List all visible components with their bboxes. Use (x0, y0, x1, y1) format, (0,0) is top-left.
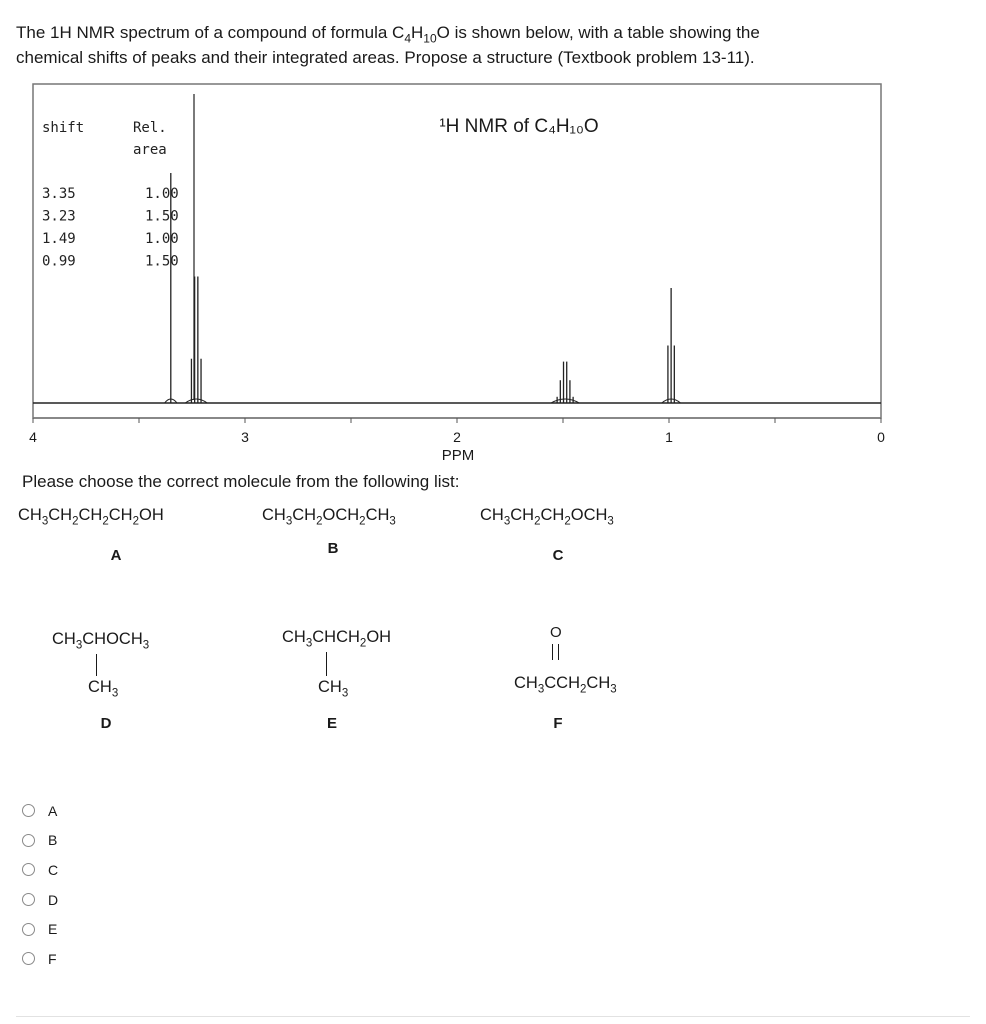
molecule-e-branch: $CH_3$ (318, 678, 349, 700)
option-e[interactable] (22, 914, 58, 944)
x-tick-label: 0 (877, 429, 885, 445)
divider (16, 1016, 970, 1017)
radio-icon[interactable] (22, 834, 35, 847)
table-header-rel: Rel. (133, 120, 167, 136)
option-label: B (48, 832, 58, 849)
answer-options (22, 796, 58, 974)
table-shift-value: 3.23 (42, 208, 76, 225)
peak-3.23 (185, 277, 207, 404)
option-b[interactable] (22, 826, 58, 856)
option-label: E (48, 921, 58, 938)
x-axis-label: PPM (441, 447, 475, 464)
option-label: D (48, 891, 59, 908)
table-area-value: 1.50 (145, 253, 179, 270)
chart-title: ¹H NMR of C₄H₁₀O (439, 116, 599, 137)
table-shift-value: 3.35 (42, 186, 76, 202)
x-tick-label: 2 (453, 429, 461, 445)
molecule-b-formula: $CH_3CH_2OCH_2CH_3$ (262, 506, 396, 528)
molecule-f-label: F (553, 715, 563, 732)
molecule-c-label: C (552, 547, 564, 564)
table-header-shift: shift (42, 120, 85, 136)
molecule-d-label: D (100, 715, 112, 732)
molecule-f-double-bond (552, 644, 559, 660)
molecule-a-formula: $CH_3CH_2CH_2CH_2OH$ (18, 506, 164, 528)
molecule-a-label: A (110, 547, 122, 564)
peak-1.49 (551, 362, 579, 403)
choose-prompt: Please choose the correct molecule from the following list: (22, 472, 460, 491)
peak-3.35 (165, 173, 177, 403)
molecule-c-formula: $CH_3CH_2CH_2OCH_3$ (480, 506, 614, 528)
radio-icon[interactable] (22, 893, 35, 906)
option-label: C (48, 861, 59, 878)
table-shift-value: 1.49 (42, 231, 76, 247)
peak-0.99 (662, 288, 681, 403)
table-area-value: 1.00 (145, 231, 179, 247)
option-c[interactable] (22, 855, 58, 885)
table-header-area: area (133, 142, 167, 158)
nmr-spectrum-chart (0, 80, 986, 470)
option-a[interactable] (22, 796, 58, 826)
molecule-f-oxygen: O (550, 624, 562, 641)
option-label: A (48, 802, 58, 819)
table-shift-value: 0.99 (42, 253, 76, 270)
x-tick-label: 1 (665, 429, 673, 445)
x-tick-label: 3 (241, 429, 249, 445)
option-d[interactable] (22, 885, 58, 915)
option-label: F (48, 950, 57, 967)
radio-icon[interactable] (22, 863, 35, 876)
molecule-b-label: B (327, 540, 339, 557)
question-text: The 1H NMR spectrum of a compound of formula $C_4H_{10}O$ is shown below, with a table showing the chemical shifts of peaks and their integrated areas. Propose a structure (Textbook problem 13-11). (16, 23, 760, 67)
radio-icon[interactable] (22, 952, 35, 965)
molecule-e-formula: $CH_3CHCH_2OH$ (282, 628, 392, 650)
molecule-e-label: E (326, 715, 337, 732)
molecule-e-bond (326, 652, 327, 676)
option-f[interactable] (22, 944, 58, 974)
x-tick-label: 4 (29, 429, 37, 445)
molecule-d-formula: $CH_3CHOCH_3$ (52, 630, 150, 652)
molecule-d-bond (96, 654, 97, 676)
table-area-value: 1.00 (145, 186, 179, 202)
radio-icon[interactable] (22, 804, 35, 817)
molecule-f-formula: $CH_3CCH_2CH_3$ (514, 674, 617, 696)
radio-icon[interactable] (22, 923, 35, 936)
molecule-d-branch: $CH_3$ (88, 678, 119, 700)
table-area-value: 1.50 (145, 208, 179, 225)
